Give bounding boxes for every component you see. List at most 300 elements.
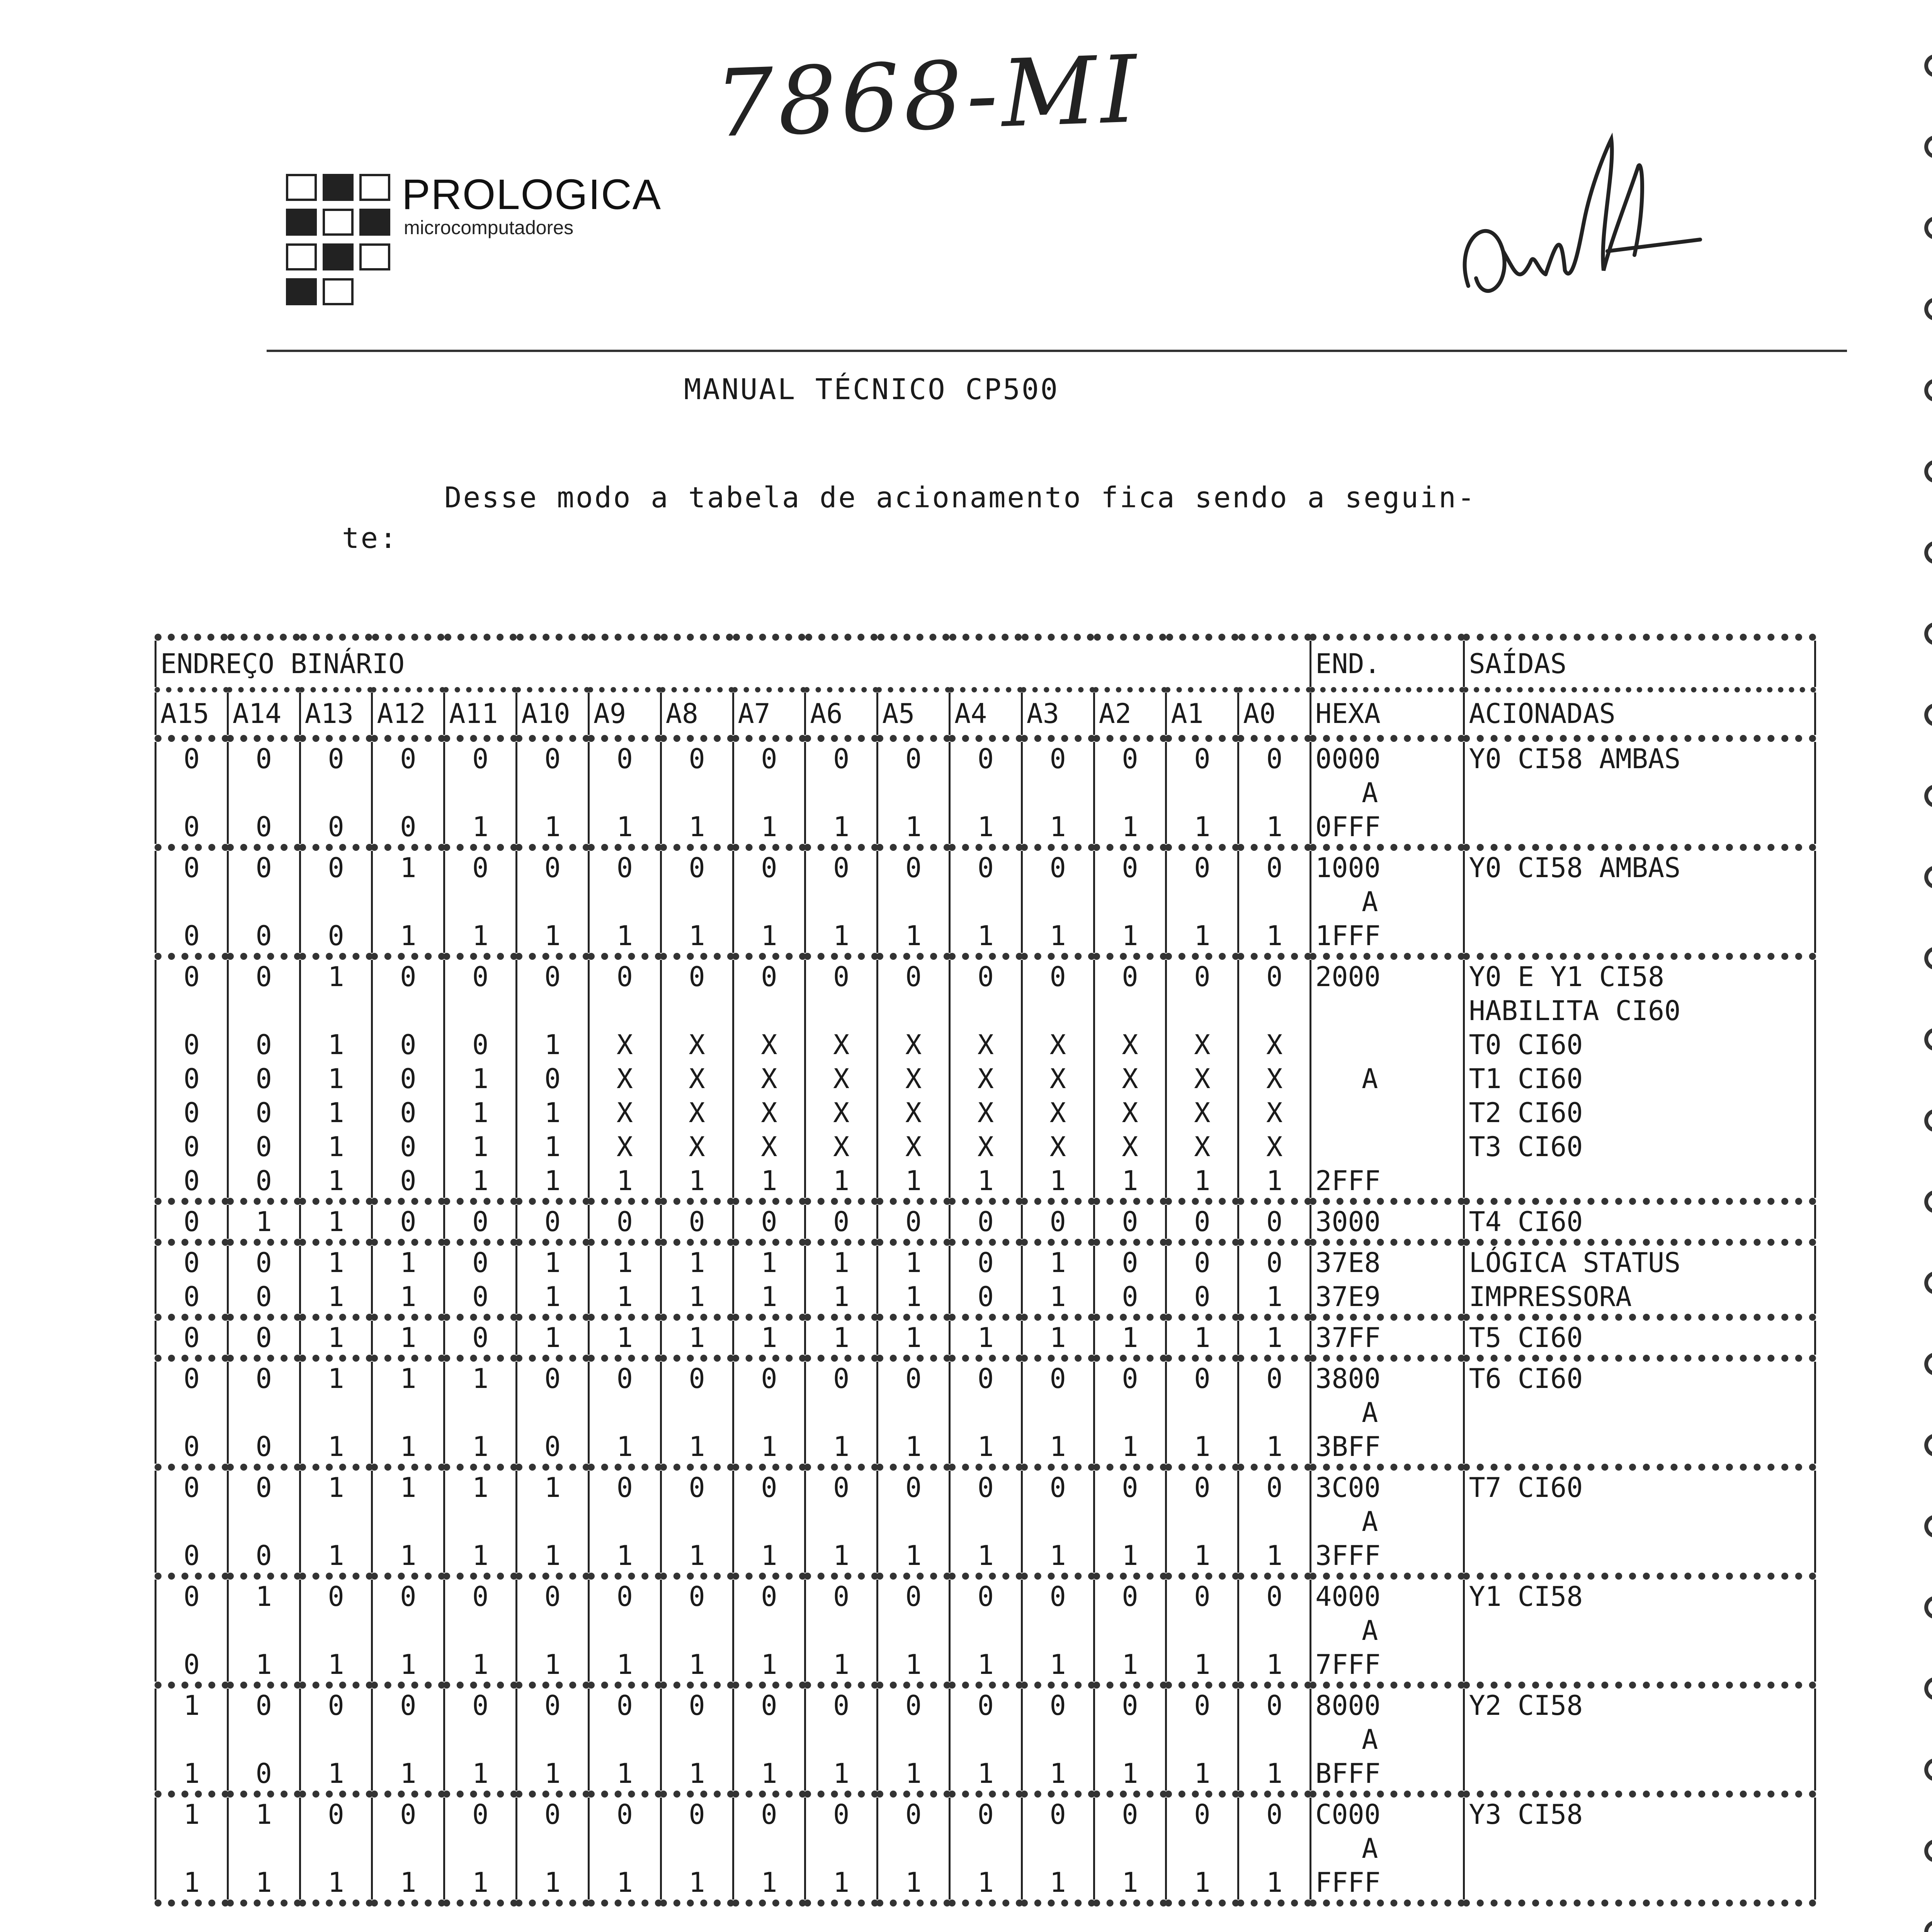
bit-cell: 0: [517, 1576, 589, 1614]
bit-cell: 1: [372, 1430, 444, 1467]
table-row: [156, 1505, 1815, 1539]
bit-cell: 1: [517, 1242, 589, 1280]
bit-cell: 0: [805, 1358, 878, 1396]
bit-cell: 1: [878, 919, 950, 956]
bit-cell: [228, 994, 300, 1028]
bit-cell: 0: [661, 847, 733, 885]
bit-cell: 1: [733, 810, 805, 847]
bit-cell: [1022, 885, 1094, 919]
bit-cell: 1: [517, 1866, 589, 1903]
output-cell: T7 CI60: [1464, 1467, 1815, 1505]
bit-cell: 0: [156, 1201, 228, 1242]
bit-cell: [228, 1723, 300, 1757]
header-end: END.: [1311, 637, 1464, 690]
bit-cell: 1: [661, 1164, 733, 1201]
bit-cell: 1: [517, 1130, 589, 1164]
bit-cell: 0: [228, 1280, 300, 1317]
hex-address-cell: 3C00: [1311, 1467, 1464, 1505]
column-header-bit: A15: [156, 690, 228, 738]
bit-cell: [1238, 1396, 1311, 1430]
binder-hole: [1924, 1677, 1932, 1700]
bit-cell: 1: [588, 1317, 661, 1358]
table-row: [156, 1467, 1815, 1505]
bit-cell: 0: [1166, 1280, 1238, 1317]
bit-cell: 1: [156, 1757, 228, 1794]
bit-cell: 0: [228, 956, 300, 994]
bit-cell: X: [1022, 1028, 1094, 1062]
bit-cell: [372, 776, 444, 810]
bit-cell: 1: [444, 1648, 517, 1685]
bit-cell: 0: [1094, 1467, 1166, 1505]
bit-cell: [372, 1396, 444, 1430]
bit-cell: 0: [1166, 1201, 1238, 1242]
bit-cell: [156, 994, 228, 1028]
bit-cell: 0: [444, 1685, 517, 1723]
bit-cell: 1: [156, 1866, 228, 1903]
bit-cell: 0: [733, 738, 805, 776]
bit-cell: 0: [1022, 1358, 1094, 1396]
bit-cell: 1: [1022, 1866, 1094, 1903]
bit-cell: 1: [588, 1648, 661, 1685]
bit-cell: 1: [1022, 810, 1094, 847]
output-cell: IMPRESSORA: [1464, 1280, 1815, 1317]
hex-address-cell: 0000: [1311, 738, 1464, 776]
bit-cell: [733, 1614, 805, 1648]
bit-cell: X: [878, 1062, 950, 1096]
bit-cell: 1: [805, 810, 878, 847]
bit-cell: 0: [733, 1201, 805, 1242]
bit-cell: 0: [588, 847, 661, 885]
bit-cell: X: [878, 1028, 950, 1062]
bit-cell: 0: [156, 1467, 228, 1505]
bit-cell: 0: [228, 1430, 300, 1467]
bit-cell: 0: [1238, 956, 1311, 994]
bit-cell: 1: [228, 1201, 300, 1242]
bit-cell: 1: [300, 1242, 372, 1280]
bit-cell: 1: [300, 1062, 372, 1096]
bit-cell: [878, 885, 950, 919]
hex-address-cell: A: [1311, 776, 1464, 810]
bit-cell: [805, 1614, 878, 1648]
bit-cell: 1: [1166, 919, 1238, 956]
bit-cell: 0: [949, 1794, 1022, 1832]
header-saidas: SAÍDAS: [1464, 637, 1815, 690]
bit-cell: 0: [156, 1096, 228, 1130]
bit-cell: 0: [517, 738, 589, 776]
bit-cell: 1: [1094, 1866, 1166, 1903]
bit-cell: 1: [661, 1866, 733, 1903]
bit-cell: 0: [1094, 1280, 1166, 1317]
bit-cell: 0: [300, 1685, 372, 1723]
bit-cell: 1: [805, 1242, 878, 1280]
table-row: [156, 1794, 1815, 1832]
bit-cell: 0: [805, 1201, 878, 1242]
bit-cell: 1: [949, 1539, 1022, 1576]
bit-cell: [372, 1723, 444, 1757]
bit-cell: 0: [156, 1028, 228, 1062]
bit-cell: 1: [517, 1028, 589, 1062]
bit-cell: 1: [661, 1539, 733, 1576]
bit-cell: 1: [444, 1757, 517, 1794]
hex-address-cell: 8000: [1311, 1685, 1464, 1723]
hex-address-cell: 37E8: [1311, 1242, 1464, 1280]
binder-hole: [1924, 54, 1932, 77]
bit-cell: X: [588, 1130, 661, 1164]
bit-cell: 1: [733, 1280, 805, 1317]
bit-cell: [372, 885, 444, 919]
bit-cell: 1: [661, 1280, 733, 1317]
bit-cell: [661, 1614, 733, 1648]
bit-cell: [1094, 1614, 1166, 1648]
bit-cell: 0: [878, 1576, 950, 1614]
binder-hole: [1924, 298, 1932, 321]
address-range-group: [156, 1242, 1815, 1317]
bit-cell: 1: [444, 1467, 517, 1505]
binder-hole: [1924, 1271, 1932, 1294]
output-cell: [1464, 1614, 1815, 1648]
bit-cell: 1: [1166, 1317, 1238, 1358]
bit-cell: 0: [156, 1358, 228, 1396]
bit-cell: 0: [372, 956, 444, 994]
hex-address-cell: 3BFF: [1311, 1430, 1464, 1467]
table-row: [156, 1576, 1815, 1614]
bit-cell: 0: [156, 956, 228, 994]
binder-hole: [1924, 1109, 1932, 1132]
bit-cell: [1094, 994, 1166, 1028]
output-cell: [1464, 1723, 1815, 1757]
bit-cell: [444, 885, 517, 919]
bit-cell: X: [949, 1062, 1022, 1096]
output-cell: T0 CI60: [1464, 1028, 1815, 1062]
bit-cell: [444, 994, 517, 1028]
output-cell: [1464, 1505, 1815, 1539]
bit-cell: [588, 1832, 661, 1866]
output-cell: Y0 CI58 AMBAS: [1464, 738, 1815, 776]
bit-cell: 1: [1094, 1648, 1166, 1685]
table-row: [156, 956, 1815, 994]
binder-hole: [1924, 703, 1932, 726]
bit-cell: 1: [517, 919, 589, 956]
output-cell: [1464, 1757, 1815, 1794]
bit-cell: X: [1166, 1028, 1238, 1062]
bit-cell: 1: [1166, 1164, 1238, 1201]
table-row: [156, 1062, 1815, 1096]
bit-cell: X: [733, 1130, 805, 1164]
bit-cell: 1: [372, 847, 444, 885]
bit-cell: 1: [1094, 1757, 1166, 1794]
column-header-bit: A5: [878, 690, 950, 738]
bit-cell: 1: [517, 1539, 589, 1576]
bit-cell: [1094, 1723, 1166, 1757]
bit-cell: [805, 885, 878, 919]
bit-cell: 1: [1022, 1242, 1094, 1280]
bit-cell: 1: [588, 1430, 661, 1467]
binder-hole: [1924, 622, 1932, 645]
bit-cell: [878, 1396, 950, 1430]
bit-cell: 1: [300, 1164, 372, 1201]
bit-cell: [588, 1505, 661, 1539]
bit-cell: 1: [444, 919, 517, 956]
bit-cell: [949, 1396, 1022, 1430]
bit-cell: 1: [444, 810, 517, 847]
table-row: [156, 1096, 1815, 1130]
bit-cell: 1: [949, 810, 1022, 847]
hex-address-cell: A: [1311, 1723, 1464, 1757]
bit-cell: [228, 1614, 300, 1648]
address-range-group: [156, 847, 1815, 956]
binder-holes: [1917, 54, 1932, 1932]
bit-cell: 0: [1238, 1576, 1311, 1614]
bit-cell: 0: [661, 1201, 733, 1242]
bit-cell: [661, 776, 733, 810]
output-cell: [1464, 1648, 1815, 1685]
bit-cell: 0: [661, 1576, 733, 1614]
bit-cell: [372, 1614, 444, 1648]
bit-cell: 1: [228, 1576, 300, 1614]
table-row: [156, 1539, 1815, 1576]
bit-cell: 0: [1238, 1467, 1311, 1505]
bit-cell: [372, 994, 444, 1028]
bit-cell: 1: [444, 1539, 517, 1576]
bit-cell: 1: [517, 1096, 589, 1130]
bit-cell: [300, 1723, 372, 1757]
bit-cell: 1: [517, 1164, 589, 1201]
bit-cell: [733, 1505, 805, 1539]
bit-cell: 0: [949, 956, 1022, 994]
bit-cell: 1: [300, 1648, 372, 1685]
bit-cell: 1: [805, 1164, 878, 1201]
table-row: [156, 885, 1815, 919]
hex-address-cell: FFFF: [1311, 1866, 1464, 1903]
column-header-bit: A3: [1022, 690, 1094, 738]
hex-address-cell: 2000: [1311, 956, 1464, 994]
bit-cell: 0: [300, 1576, 372, 1614]
table-row: [156, 1358, 1815, 1396]
bit-cell: 0: [444, 1242, 517, 1280]
bit-cell: 0: [228, 738, 300, 776]
bit-cell: [805, 1723, 878, 1757]
table-row: [156, 1164, 1815, 1201]
bit-cell: [949, 1832, 1022, 1866]
bit-cell: [1238, 1614, 1311, 1648]
bit-cell: 1: [1166, 1430, 1238, 1467]
address-range-group: [156, 1201, 1815, 1242]
hex-address-cell: 0FFF: [1311, 810, 1464, 847]
bit-cell: 1: [805, 1539, 878, 1576]
table-row: [156, 1866, 1815, 1903]
bit-cell: 0: [878, 1685, 950, 1723]
bit-cell: X: [1022, 1096, 1094, 1130]
binder-hole: [1924, 1839, 1932, 1862]
handwritten-signature: [1445, 124, 1716, 340]
bit-cell: 0: [1238, 1794, 1311, 1832]
bit-cell: 1: [1166, 1866, 1238, 1903]
bit-cell: 1: [588, 1280, 661, 1317]
table-row: [156, 994, 1815, 1028]
bit-cell: 0: [156, 1062, 228, 1096]
bit-cell: 1: [1022, 1317, 1094, 1358]
table-row: [156, 1430, 1815, 1467]
bit-cell: 0: [156, 919, 228, 956]
bit-cell: [1094, 776, 1166, 810]
bit-cell: 1: [444, 1164, 517, 1201]
bit-cell: X: [878, 1130, 950, 1164]
bit-cell: 0: [444, 1201, 517, 1242]
bit-cell: 0: [444, 1028, 517, 1062]
column-header-bit: A8: [661, 690, 733, 738]
bit-cell: 0: [300, 847, 372, 885]
bit-cell: [228, 1832, 300, 1866]
bit-cell: 1: [588, 1164, 661, 1201]
bit-cell: 1: [517, 1280, 589, 1317]
bit-cell: [1022, 994, 1094, 1028]
bit-cell: 0: [588, 956, 661, 994]
bit-cell: X: [1094, 1096, 1166, 1130]
bit-cell: 0: [517, 1201, 589, 1242]
bit-cell: 1: [661, 1648, 733, 1685]
bit-cell: 0: [733, 956, 805, 994]
bit-cell: [1022, 776, 1094, 810]
bit-cell: X: [661, 1062, 733, 1096]
bit-cell: 0: [1166, 847, 1238, 885]
bit-cell: 0: [228, 1164, 300, 1201]
bit-cell: 0: [372, 1794, 444, 1832]
bit-cell: 1: [517, 1467, 589, 1505]
bit-cell: 0: [1094, 956, 1166, 994]
bit-cell: 0: [444, 956, 517, 994]
bit-cell: 1: [228, 1648, 300, 1685]
bit-cell: 1: [949, 1866, 1022, 1903]
bit-cell: 1: [805, 1430, 878, 1467]
bit-cell: 1: [1166, 1757, 1238, 1794]
bit-cell: [228, 885, 300, 919]
bit-cell: [444, 1505, 517, 1539]
column-header-bit: A7: [733, 690, 805, 738]
bit-cell: 0: [156, 1576, 228, 1614]
bit-cell: 0: [156, 738, 228, 776]
brand-name: PROLOGICA: [402, 171, 662, 218]
bit-cell: 0: [517, 1794, 589, 1832]
bit-cell: 0: [661, 956, 733, 994]
bit-cell: 0: [156, 1242, 228, 1280]
address-decoding-table: [155, 634, 1816, 1906]
column-header-bit: A11: [444, 690, 517, 738]
bit-cell: 0: [228, 1757, 300, 1794]
bit-cell: [949, 885, 1022, 919]
bit-cell: 0: [300, 810, 372, 847]
address-range-group: [156, 1467, 1815, 1576]
output-cell: Y0 CI58 AMBAS: [1464, 847, 1815, 885]
bit-cell: 1: [805, 1866, 878, 1903]
bit-cell: [1166, 776, 1238, 810]
column-header-hexa: HEXA: [1311, 690, 1464, 738]
bit-cell: X: [805, 1096, 878, 1130]
bit-cell: 1: [372, 1242, 444, 1280]
bit-cell: 1: [661, 919, 733, 956]
binder-hole: [1924, 379, 1932, 402]
bit-cell: 1: [300, 1130, 372, 1164]
bit-cell: 1: [588, 1539, 661, 1576]
table-row: [156, 810, 1815, 847]
output-cell: T1 CI60: [1464, 1062, 1815, 1096]
bit-cell: 0: [156, 1648, 228, 1685]
table-row: [156, 1614, 1815, 1648]
bit-cell: 0: [805, 956, 878, 994]
hex-address-cell: 37FF: [1311, 1317, 1464, 1358]
column-header-bit: A9: [588, 690, 661, 738]
bit-cell: 0: [1094, 1358, 1166, 1396]
bit-cell: [372, 1832, 444, 1866]
bit-cell: 1: [733, 1648, 805, 1685]
bit-cell: 1: [444, 1130, 517, 1164]
bit-cell: 0: [1166, 1576, 1238, 1614]
bit-cell: 0: [300, 738, 372, 776]
bit-cell: X: [949, 1096, 1022, 1130]
bit-cell: 0: [661, 1685, 733, 1723]
hex-address-cell: A: [1311, 1062, 1464, 1096]
bit-cell: [805, 1832, 878, 1866]
table-row: [156, 1317, 1815, 1358]
bit-cell: X: [1094, 1062, 1166, 1096]
bit-cell: [1022, 1723, 1094, 1757]
bit-cell: X: [1094, 1130, 1166, 1164]
hex-address-cell: 1FFF: [1311, 919, 1464, 956]
bit-cell: [949, 1505, 1022, 1539]
table-row: [156, 847, 1815, 885]
bit-cell: 0: [444, 738, 517, 776]
bit-cell: [517, 1723, 589, 1757]
binder-hole: [1924, 784, 1932, 808]
bit-cell: 0: [1238, 1358, 1311, 1396]
bit-cell: 1: [1022, 919, 1094, 956]
bit-cell: [1166, 1505, 1238, 1539]
bit-cell: 0: [588, 738, 661, 776]
binder-hole: [1924, 460, 1932, 483]
bit-cell: 1: [878, 1866, 950, 1903]
table-row: [156, 1201, 1815, 1242]
hex-address-cell: 37E9: [1311, 1280, 1464, 1317]
bit-cell: 1: [372, 1280, 444, 1317]
address-range-group: [156, 1685, 1815, 1794]
address-range-group: [156, 1358, 1815, 1467]
bit-cell: X: [1022, 1130, 1094, 1164]
column-header-bit: A12: [372, 690, 444, 738]
bit-cell: 1: [1166, 1648, 1238, 1685]
bit-cell: 1: [1094, 919, 1166, 956]
bit-cell: X: [733, 1096, 805, 1130]
output-cell: LÓGICA STATUS: [1464, 1242, 1815, 1280]
bit-cell: 1: [1238, 1280, 1311, 1317]
bit-cell: 0: [517, 1062, 589, 1096]
bit-cell: 1: [733, 1866, 805, 1903]
bit-cell: 0: [805, 1467, 878, 1505]
bit-cell: 1: [1238, 1757, 1311, 1794]
bit-cell: 0: [1166, 1242, 1238, 1280]
bit-cell: X: [661, 1130, 733, 1164]
bit-cell: [661, 1723, 733, 1757]
bit-cell: 0: [300, 919, 372, 956]
bit-cell: 1: [517, 1317, 589, 1358]
column-header-bit: A4: [949, 690, 1022, 738]
bit-cell: 1: [156, 1685, 228, 1723]
bit-cell: 1: [372, 1317, 444, 1358]
hex-address-cell: A: [1311, 1396, 1464, 1430]
output-cell: [1464, 919, 1815, 956]
bit-cell: 1: [372, 1539, 444, 1576]
bit-cell: 0: [878, 1358, 950, 1396]
bit-cell: 1: [1022, 1164, 1094, 1201]
bit-cell: X: [949, 1028, 1022, 1062]
